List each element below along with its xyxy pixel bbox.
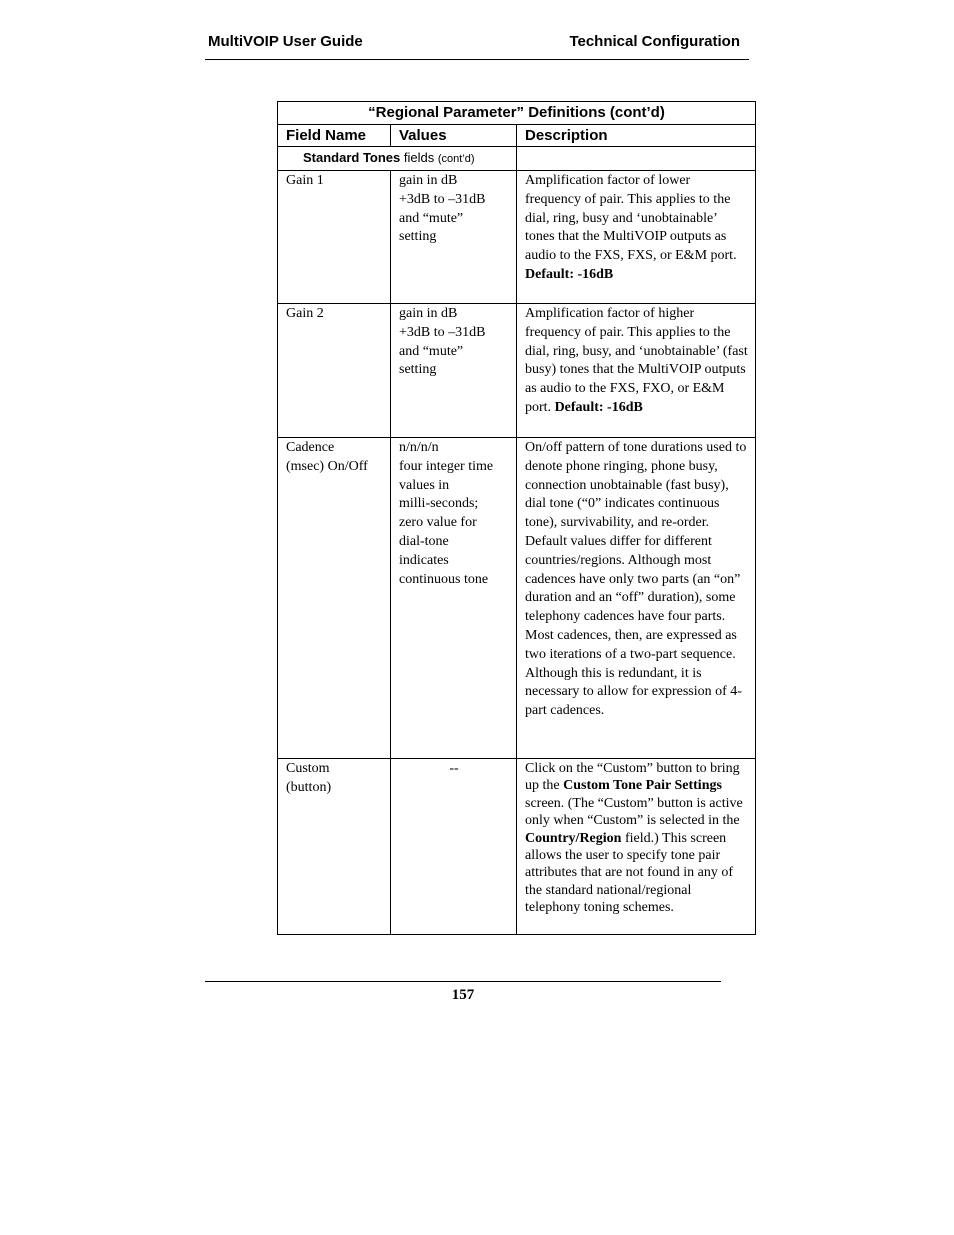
column-header-description: Description — [517, 125, 756, 147]
description-text: Amplification factor of lower frequency of pair. This applies to the dial, ring, busy and ‘unobtainable’ tones that the MultiVOIP outputs as audio to the FXS, FXS, or E&M port. — [525, 173, 737, 264]
section-label-normal: fields — [400, 150, 438, 165]
field-name-line: Custom — [286, 761, 330, 776]
values-line: and “mute” — [399, 343, 464, 359]
values-line: zero value for — [399, 515, 477, 531]
values-cell — [391, 438, 517, 759]
table-row — [278, 759, 756, 935]
description-text: screen. (The “Custom” button is active only when “Custom” is selected in the — [525, 795, 743, 829]
description-text: Click on the “Custom” button to bring up the — [525, 761, 740, 794]
values-cell — [391, 304, 517, 438]
description-default: Default: -16dB — [525, 266, 614, 282]
values-line: indicates — [399, 552, 449, 568]
table-title: “Regional Parameter” Definitions (cont’d) — [278, 102, 756, 125]
values-cell — [391, 759, 517, 935]
field-name-cell — [278, 171, 391, 304]
field-name-cell — [278, 759, 391, 935]
description-bold-term: Country/Region — [525, 830, 622, 846]
description-bold-term: Custom Tone Pair Settings — [563, 778, 722, 794]
page-number: 157 — [451, 987, 475, 1003]
footer-rule — [205, 981, 721, 982]
table-row — [278, 438, 756, 759]
section-empty-cell — [517, 147, 756, 171]
section-label-small: (cont’d) — [437, 153, 475, 165]
header-guide-title: MultiVOIP User Guide — [208, 33, 363, 50]
values-line: setting — [399, 362, 437, 378]
table-row — [278, 171, 756, 304]
field-name-line: Cadence — [286, 440, 335, 455]
field-name-line: Gain 2 — [286, 306, 324, 321]
field-name-line: Gain 1 — [286, 173, 324, 188]
regional-parameter-table — [277, 101, 756, 935]
field-name-cell — [278, 304, 391, 438]
values-line: values in — [399, 477, 450, 493]
values-line: milli-seconds; — [399, 496, 479, 512]
description-cell — [517, 304, 756, 438]
description-cell — [517, 438, 756, 759]
header-section-title: Technical Configuration — [569, 33, 740, 50]
header-rule — [205, 59, 749, 60]
values-line: gain in dB — [399, 173, 458, 188]
description-text: field.) This screen allows the user to specify tone pair attributes that are not found in any of the standard national/regional telephony toning schemes. — [525, 830, 733, 916]
description-text: On/off pattern of tone durations used to denote phone ringing, phone busy, connection unobtainable (fast busy), dial tone (“0” indicates continuous tone), survivability, and re-order. Default values differ for different countries/regions. Although most cadences have only two parts (an “on” duration and an “off” duration), some telephony cadences have four parts. Most cadences, then, are expressed as two iterations of a two-part sequence. Although this is redundant, it is necessary to allow for expression of 4-part cadences. — [525, 440, 747, 719]
column-header-field-name: Field Name — [278, 125, 391, 147]
table-row — [278, 304, 756, 438]
values-line: gain in dB — [399, 306, 458, 321]
description-cell — [517, 171, 756, 304]
section-label-bold: Standard Tones — [303, 150, 401, 165]
values-cell — [391, 171, 517, 304]
values-line: four integer time — [399, 458, 494, 474]
field-name-cell — [278, 438, 391, 759]
values-line: and “mute” — [399, 210, 464, 226]
section-label — [278, 147, 517, 171]
column-header-values: Values — [391, 125, 517, 147]
values-line: +3dB to –31dB — [399, 324, 486, 340]
values-line: +3dB to –31dB — [399, 191, 486, 207]
description-cell — [517, 759, 756, 935]
values-line: continuous tone — [399, 571, 489, 587]
field-name-line: (msec) On/Off — [286, 458, 368, 474]
values-line: dial-tone — [399, 533, 449, 549]
field-name-line: (button) — [286, 779, 332, 795]
description-default: Default: -16dB — [554, 399, 643, 415]
values-line: -- — [449, 761, 459, 776]
values-line: n/n/n/n — [399, 440, 439, 455]
values-line: setting — [399, 229, 437, 245]
description-text: Amplification factor of higher frequency of pair. This applies to the dial, ring, busy, and ‘unobtainable’ (fast busy) tones that the MultiVOIP outputs as audio to the FXS, FXO, or E&M port. — [525, 306, 748, 415]
